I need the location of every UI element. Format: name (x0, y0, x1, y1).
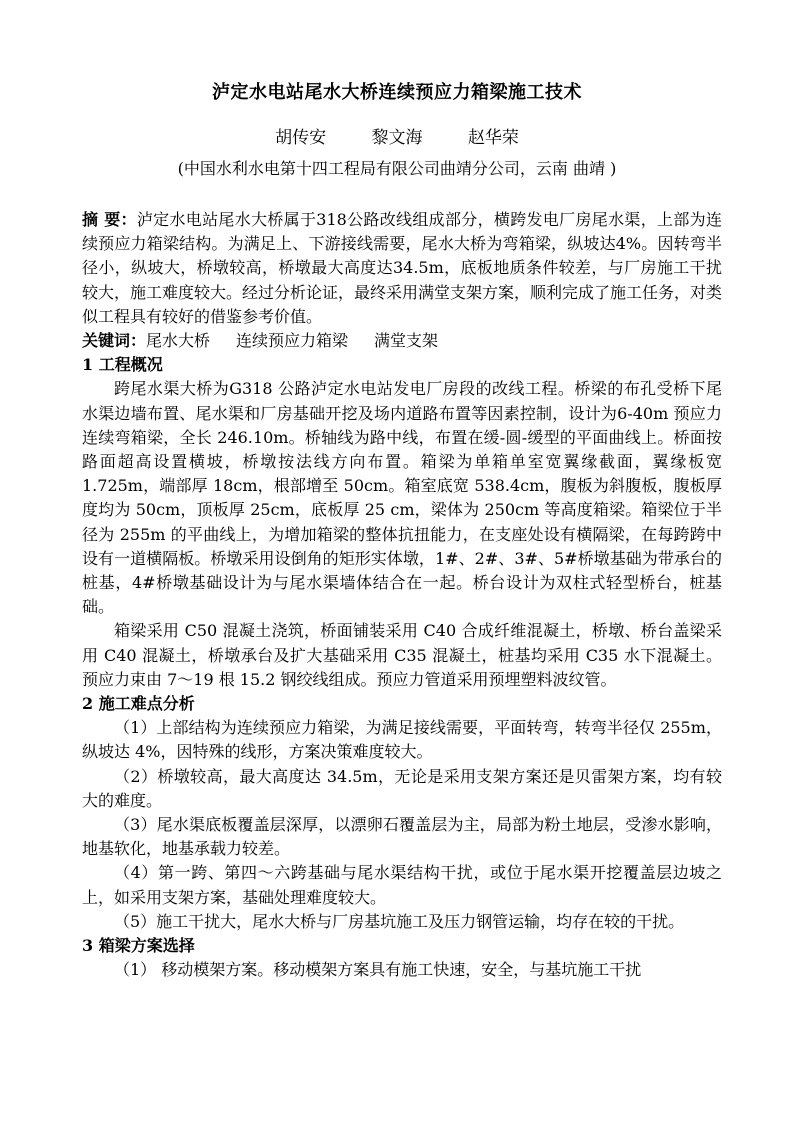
section-heading: 3 箱梁方案选择 (82, 936, 195, 956)
abstract (82, 208, 722, 329)
paragraph: 箱梁采用 C50 混凝土浇筑，桥面铺装采用 C40 合成纤维混凝土，桥墩、桥台盖梁采用 C40 混凝土，桥墩承台及扩大基础采用 C35 混凝土，桩基均采用 C35 水下混凝土。预应力束由 7～19 根 15.2 钢绞线组成。预应力管道采用预埋塑料波纹管。 (82, 621, 722, 689)
abstract-text: 泸定水电站尾水大桥属于318公路改线组成部分，横跨发电厂房尾水渠，上部为连续预应力箱梁结构。为满足上、下游接线需要，尾水大桥为弯箱梁，纵坡达4%。因转弯半径小，纵坡大，桥墩较高，桥墩最大高度达34.5m，底板地质条件较差，与厂房施工干扰较大，施工难度较大。经过分析论证，最终采用满堂支架方案，顺利完成了施工任务，对类似工程具有较好的借鉴参考价值。 (82, 210, 723, 326)
abstract-label: 摘 要： (82, 210, 137, 229)
section-heading: 2 施工难点分析 (82, 694, 195, 714)
section-heading: 1 工程概况 (82, 355, 163, 375)
author-name: 胡传安 (275, 128, 327, 148)
paragraph: （5）施工干扰大，尾水大桥与厂房基坑施工及压力钢管运输，均存在较的干扰。 (114, 911, 685, 931)
keyword: 尾水大桥 (146, 331, 211, 351)
paragraph: （4）第一跨、第四～六跨基础与尾水渠结构干扰，或位于尾水渠开挖覆盖层边坡之上，如采用支架方案，基础处理难度较大。 (82, 863, 722, 907)
keyword: 满堂支架 (374, 331, 439, 351)
paper-title: 泸定水电站尾水大桥连续预应力箱梁施工技术 (212, 82, 582, 103)
paragraph: （1） 移动模架方案。移动模架方案具有施工快速，安全，与基坑施工干扰 (114, 960, 642, 980)
author-name: 赵华荣 (467, 128, 519, 148)
paragraph: （1）上部结构为连续预应力箱梁，为满足接线需要，平面转弯，转弯半径仅 255m，纵坡达 4%，因特殊的线形，方案决策难度较大。 (82, 718, 722, 762)
keyword: 连续预应力箱梁 (236, 331, 349, 351)
author-list (0, 123, 794, 148)
paragraph: （3）尾水渠底板覆盖层深厚，以漂卵石覆盖层为主，局部为粉土地层，受渗水影响，地基软化，地基承载力较差。 (82, 815, 722, 859)
keywords (82, 329, 722, 353)
keywords-label: 关键词： (82, 331, 147, 351)
paper-body (82, 208, 722, 983)
author-name: 黎文海 (371, 128, 423, 148)
paragraph: （2）桥墩较高，最大高度达 34.5m，无论是采用支架方案还是贝雷架方案，均有较大的难度。 (82, 766, 722, 810)
author-affiliation: (中国水利水电第十四工程局有限公司曲靖分公司，云南 曲靖 ) (177, 159, 617, 178)
paragraph: 跨尾水渠大桥为G318 公路泸定水电站发电厂房段的改线工程。桥梁的布孔受桥下尾水渠边墙布置、尾水渠和厂房基础开挖及场内道路布置等因素控制，设计为6-40m 预应力连续弯箱梁，全长 246.10m。桥轴线为路中线，布置在缓-圆-缓型的平面曲线上。桥面按路面超高设置横坡，桥墩按法线方向布置。箱梁为单箱单室宽翼缘截面，翼缘板宽 1.725m，端部厚 18cm，根部增至 50cm。箱室底宽 538.4cm，腹板为斜腹板，腹板厚度均为 50cm，顶板厚 25cm，底板厚 25 cm，梁体为 250cm 等高度箱梁。箱梁位于半径为 255m 的平曲线上，为增加箱梁的整体抗扭能力，在支座处设有横隔梁，在每跨跨中设有一道横隔板。桥墩采用设倒角的矩形实体墩，1#、2#、3#、5#桥墩基础为带承台的桩基，4#桥墩基础设计为与尾水渠墙体结合在一起。桥台设计为双柱式轻型桥台，桩基础。 (82, 379, 722, 617)
